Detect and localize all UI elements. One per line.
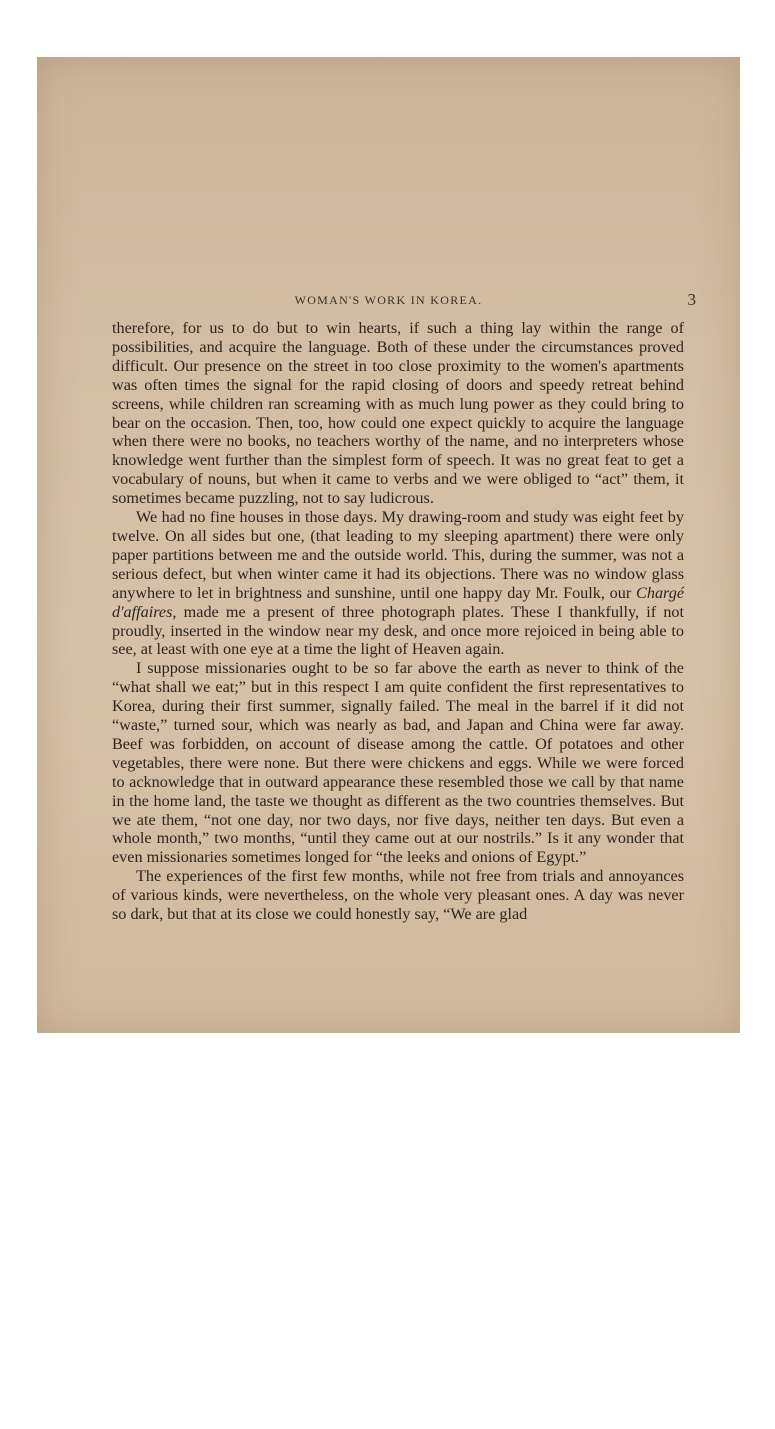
book-page: [37, 57, 740, 1033]
page-header: [37, 290, 740, 317]
paragraph-2-text-after: made me a present of three photograph plates. These I thankfully, if not proudly, inserted in the window near my desk, and once more rejoiced in being able to see, at least with one eye at a time the light of Heaven again.: [112, 602, 685, 659]
paragraph-4: The experiences of the first few months, while not free from trials and annoyances of various kinds, were nevertheless, on the whole very pleasant ones. A day was never so dark, but that at its close we could honestly say, “We are glad: [112, 867, 684, 924]
charge-d-affaires-italic: Chargé d'affaires,: [112, 583, 685, 621]
paragraph-2-text-before: We had no fine houses in those days. My drawing-room and study was eight feet by twelve. On all sides but one, (that leading to my sleeping apartment) there were only paper partitions between me and the outside world. This, during the summer, was not a serious defect, but when winter came it had its objections. There was no window glass anywhere to let in brightness and sunshine, until one happy day Mr. Foulk, our: [112, 508, 684, 602]
body-text: [112, 319, 684, 924]
page-number: 3: [687, 290, 696, 309]
running-title: WOMAN'S WORK IN KOREA.: [294, 293, 483, 307]
paragraph-1: therefore, for us to do but to win hearts, if such a thing lay within the range of possibilities, and acquire the language. Both of these under the circumstances proved difficult. Our presence on the street in too close proximity to the women's apartments was often times the signal for the rapid closing of doors and speedy retreat behind screens, while children ran screaming with as much lung power as they could bring to bear on the occasion. Then, too, how could one expect quickly to acquire the language when there were no books, no teachers worthy of the name, and no interpreters whose knowledge went further than the simplest form of speech. It was no great feat to get a vocabulary of nouns, but when it came to verbs and we were obliged to “act” them, it sometimes became puzzling, not to say ludicrous.: [112, 319, 684, 508]
paragraph-2: [112, 508, 684, 659]
paragraph-3: I suppose missionaries ought to be so far above the earth as never to think of the “what shall we eat;” but in this respect I am quite confident the first representatives to Korea, during their first summer, signally failed. The meal in the barrel if it did not “waste,” turned sour, which was nearly as bad, and Japan and China were far away. Beef was forbidden, on account of disease among the cattle. Of potatoes and other vegetables, there were none. But there were chickens and eggs. While we were forced to acknowledge that in outward appearance these resembled those we call by that name in the home land, the taste we thought as different as the two countries themselves. But we ate them, “not one day, nor two days, nor five days, neither ten days. But even a whole month,” two months, “until they came out at our nostrils.” Is it any wonder that even missionaries sometimes longed for “the leeks and onions of Egypt.”: [112, 659, 684, 867]
